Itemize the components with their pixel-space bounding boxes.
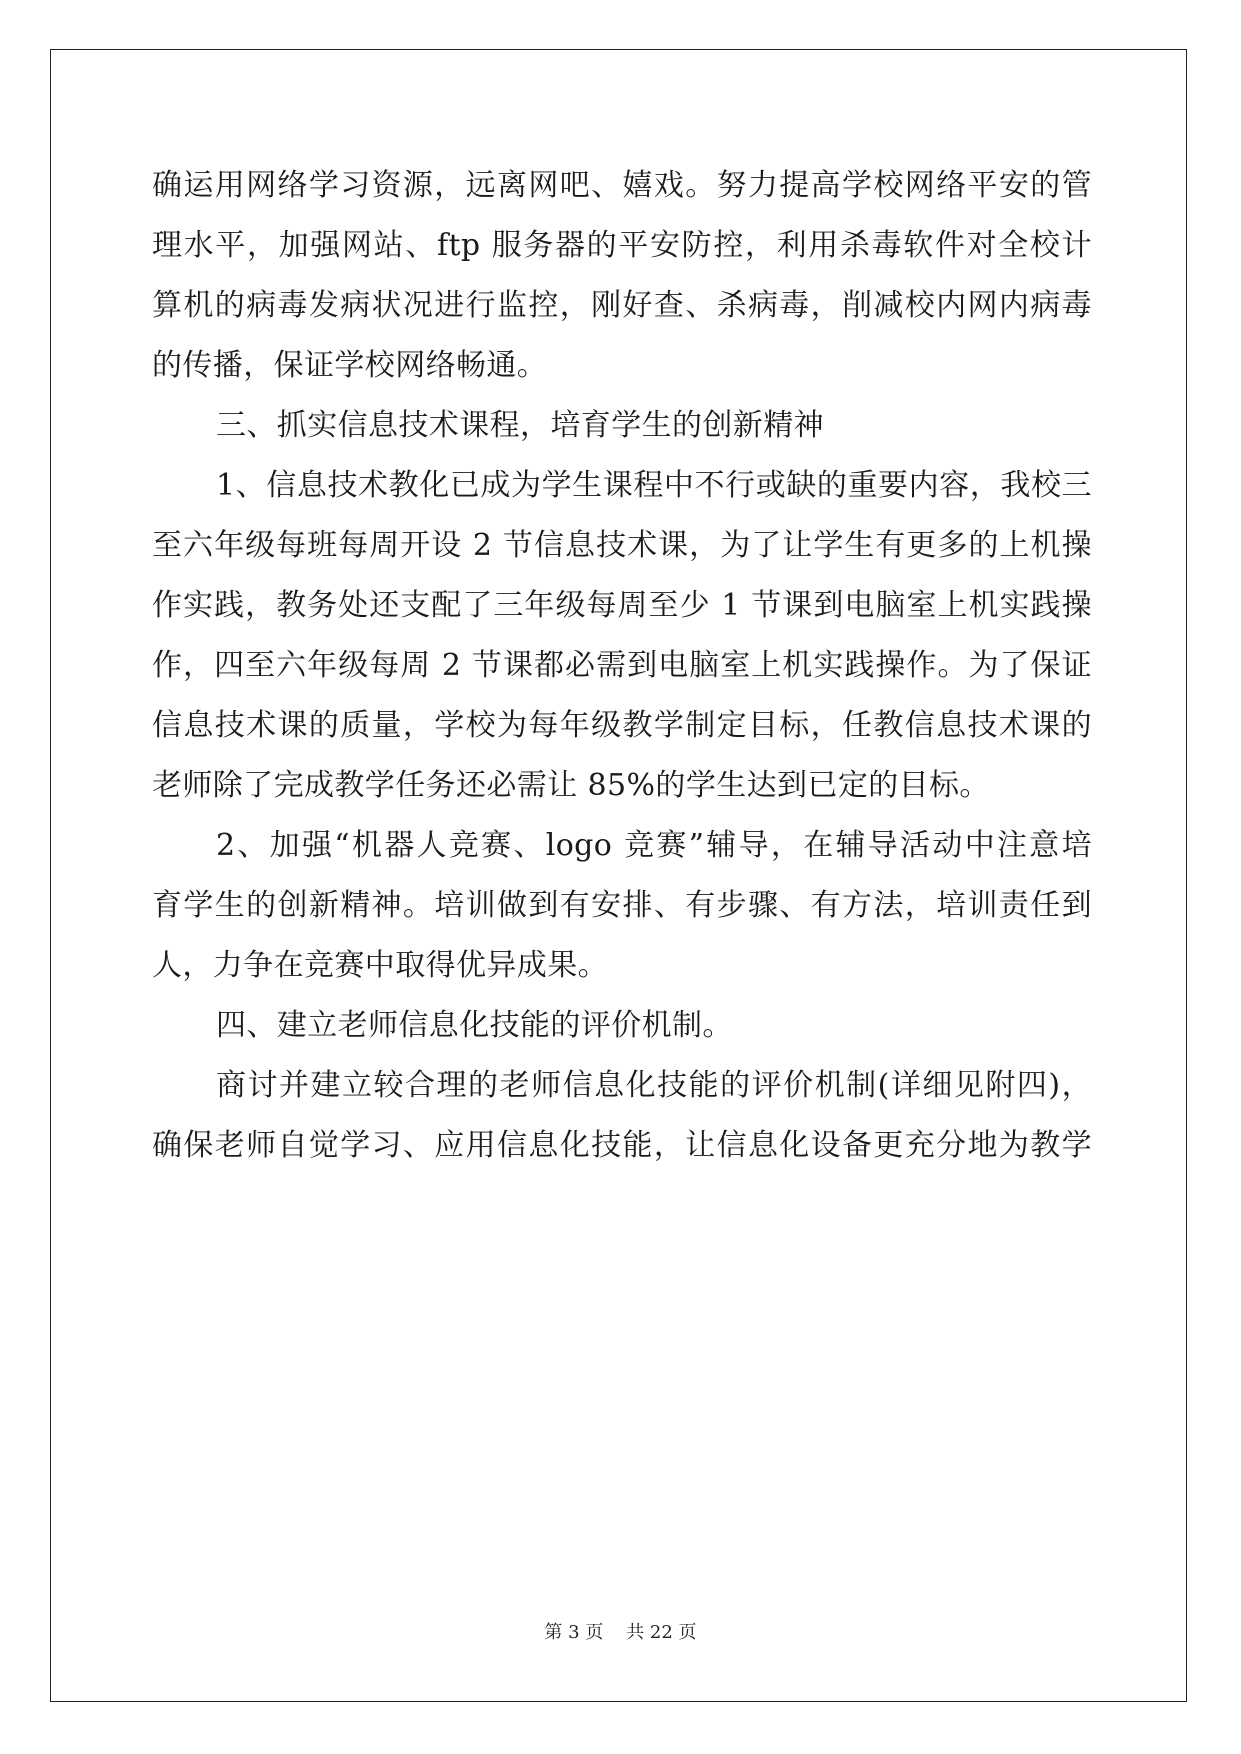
- paragraph-line: 作，四至六年级每周 2 节课都必需到电脑室上机实践操作。为了保证: [152, 648, 1092, 683]
- paragraph-line: 确保老师自觉学习、应用信息化技能，让信息化设备更充分地为教学: [152, 1128, 1092, 1163]
- paragraph-line: 人，力争在竞赛中取得优异成果。: [152, 948, 608, 983]
- paragraph-line: 育学生的创新精神。培训做到有安排、有步骤、有方法，培训责任到: [152, 888, 1092, 923]
- paragraph-line: 至六年级每班每周开设 2 节信息技术课，为了让学生有更多的上机操: [152, 528, 1092, 563]
- section-heading: 四、建立老师信息化技能的评价机制。: [216, 1008, 733, 1043]
- page-footer: [0, 1618, 1241, 1644]
- paragraph-line: 1、信息技术教化已成为学生课程中不行或缺的重要内容，我校三: [216, 468, 1092, 503]
- paragraph-line: 算机的病毒发病状况进行监控，刚好查、杀病毒，削减校内网内病毒: [152, 288, 1092, 323]
- paragraph-line: 理水平，加强网站、ftp 服务器的平安防控，利用杀毒软件对全校计: [152, 228, 1092, 263]
- paragraph-line: 2、加强“机器人竞赛、logo 竞赛”辅导，在辅导活动中注意培: [216, 828, 1092, 863]
- paragraph-line: 商讨并建立较合理的老师信息化技能的评价机制(详细见附四)，: [216, 1068, 1092, 1103]
- paragraph-line: 信息技术课的质量，学校为每年级教学制定目标，任教信息技术课的: [152, 708, 1092, 743]
- paragraph-line: 确运用网络学习资源，远离网吧、嬉戏。努力提高学校网络平安的管: [152, 168, 1092, 203]
- paragraph-line: 老师除了完成教学任务还必需让 85%的学生达到已定的目标。: [152, 768, 990, 803]
- page-number-label: 第 3 页 共 22 页: [544, 1622, 697, 1643]
- paragraph-line: 作实践，教务处还支配了三年级每周至少 1 节课到电脑室上机实践操: [152, 588, 1092, 623]
- paragraph-line: 的传播，保证学校网络畅通。: [152, 348, 548, 383]
- section-heading: 三、抓实信息技术课程，培育学生的创新精神: [216, 408, 824, 443]
